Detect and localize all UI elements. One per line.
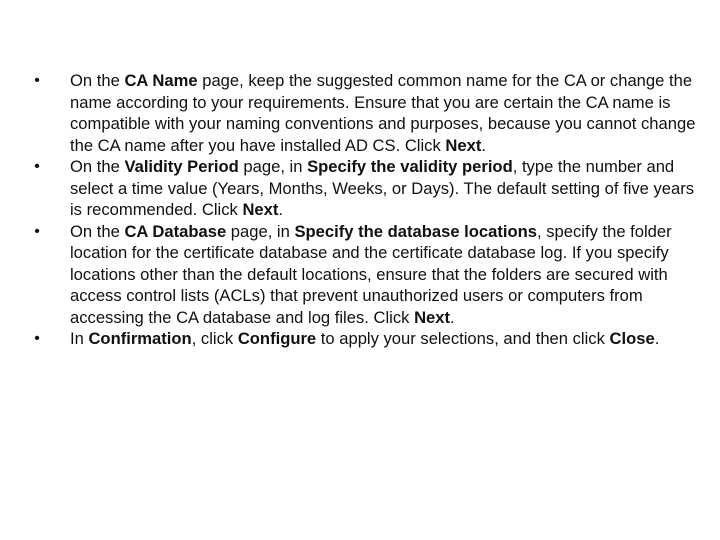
list-item-text xyxy=(70,329,659,348)
text-segment: page, in xyxy=(226,221,295,241)
bold-text: Next xyxy=(414,307,451,327)
bullet-icon: • xyxy=(34,330,40,347)
bold-text: Specify the validity period xyxy=(307,157,513,176)
bold-text: Configure xyxy=(237,329,317,348)
bullet-icon: • xyxy=(34,222,40,240)
bullet-icon: • xyxy=(34,158,40,175)
text-segment: On the xyxy=(70,157,125,176)
text-segment: , specify the folder location for the certificate database and the certificate database log. If you specify locations other than the default locations, ensure that the folders are secured with access control lists (ACLs) that prevent unauthorized users or computers from accessing the CA database and log files. Click xyxy=(70,221,672,327)
bold-text: CA Name xyxy=(124,71,198,90)
text-segment: , type the number and select a time value (Years, Months, Weeks, or Days). The default setting of five years is recommended. Click xyxy=(70,157,695,219)
list-item-ca-database xyxy=(30,221,702,329)
list-item-confirmation xyxy=(30,328,702,350)
bold-text: Next xyxy=(445,135,482,155)
text-segment: page, in xyxy=(238,157,308,176)
list-item-text xyxy=(70,71,695,155)
bold-text: Next xyxy=(242,200,279,219)
text-segment: On the xyxy=(70,221,125,241)
bold-text: Validity Period xyxy=(124,157,239,176)
text-segment: . xyxy=(481,135,486,155)
text-segment: to apply your selections, and then click xyxy=(316,329,610,348)
bullet-icon: • xyxy=(34,72,40,89)
text-segment: In xyxy=(70,329,89,348)
list-item-text xyxy=(70,222,672,327)
bold-text: Confirmation xyxy=(88,329,192,348)
list-item-text xyxy=(70,157,694,219)
bold-text: Specify the database locations xyxy=(294,221,537,241)
bold-text: CA Database xyxy=(124,221,227,241)
text-segment: page, keep the suggested common name for the CA or change the name according to your requirements. Ensure that you are certain the CA name is compatible with your naming conventions and purposes, because you cannot change the CA name after you have installed AD CS. Click xyxy=(70,71,696,155)
text-segment: . xyxy=(278,200,284,219)
list-item-validity-period xyxy=(30,156,702,221)
text-segment: . xyxy=(450,307,455,327)
list-item-ca-name xyxy=(30,70,702,156)
text-segment: , click xyxy=(191,329,238,348)
bullet-list xyxy=(30,70,702,350)
text-segment: On the xyxy=(70,71,125,90)
text-segment: . xyxy=(654,329,660,348)
bold-text: Close xyxy=(609,329,655,348)
